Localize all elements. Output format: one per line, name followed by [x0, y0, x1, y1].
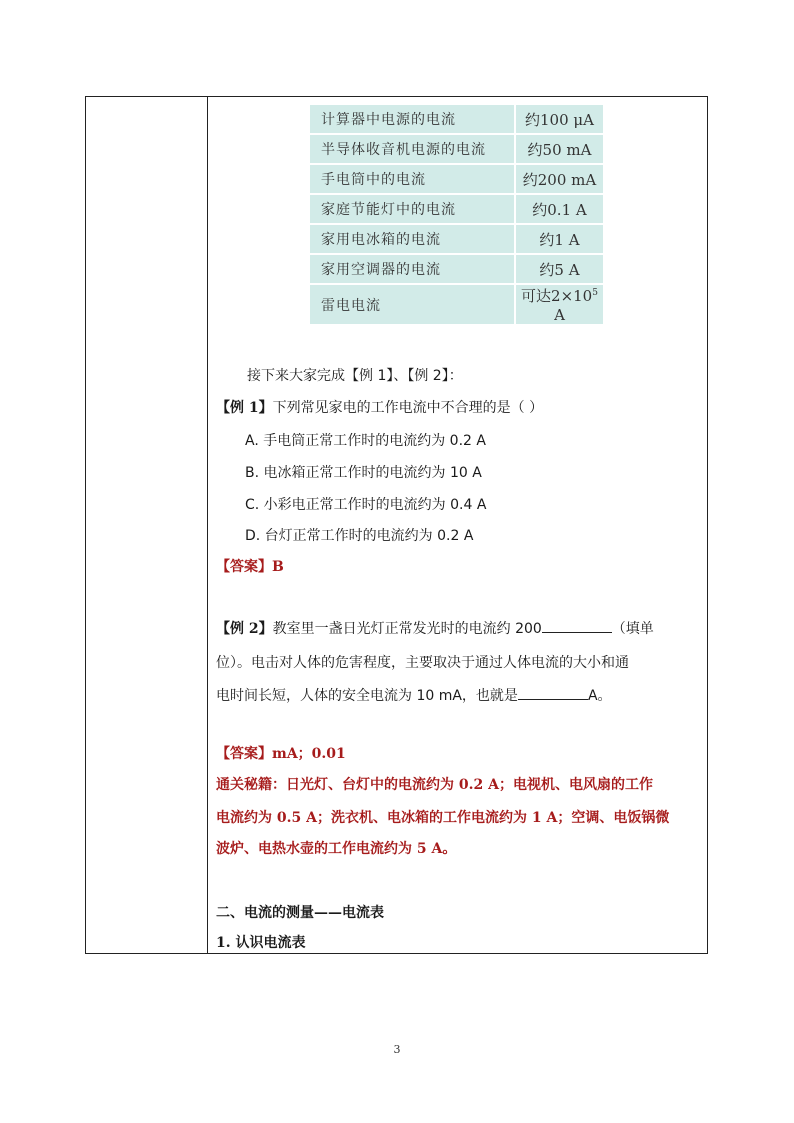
answer-blank-2	[518, 687, 588, 700]
subsection-title: 1. 认识电流表	[216, 935, 306, 951]
table-cell-value: 约200 mA	[516, 165, 603, 195]
answer-label: 【答案】	[216, 559, 272, 575]
table-row	[310, 255, 603, 285]
intro-text: 接下来大家完成【例 1】、【例 2】：	[247, 368, 463, 384]
table-row	[310, 285, 603, 326]
example1-option-d: D. 台灯正常工作时的电流约为 0.2 A	[245, 528, 474, 544]
example1-answer	[216, 556, 284, 576]
table-cell-value: 约0.1 A	[516, 195, 603, 225]
table-row	[310, 165, 603, 195]
answer-value: B	[272, 559, 284, 575]
example1-text: 下列常见家电的工作电流中不合理的是（ ）	[272, 400, 544, 416]
tips-line-3: 波炉、电热水壶的工作电流约为 5 A。	[216, 841, 457, 857]
table-cell-name: 半导体收音机电源的电流	[310, 135, 516, 165]
example2-text-c: 电时间长短，人体的安全电流为 10 mA，也就是	[216, 688, 518, 704]
table-row	[310, 225, 603, 255]
table-cell-value: 约5 A	[516, 255, 603, 285]
tips-line-1: 通关秘籍：日光灯、台灯中的电流约为 0.2 A；电视机、电风扇的工作	[216, 777, 653, 793]
tips-line-2: 电流约为 0.5 A；洗衣机、电冰箱的工作电流约为 1 A；空调、电饭锅微	[216, 810, 670, 826]
example2-text-d: A。	[587, 688, 612, 704]
table-cell-value: 可达$2\times 10^5$ A	[516, 285, 603, 326]
example1-option-c: C. 小彩电正常工作时的电流约为 0.4 A	[245, 497, 487, 513]
example2-text-b: （填单	[611, 621, 654, 637]
example2-line2: 位）。电击对人体的危害程度，主要取决于通过人体电流的大小和通	[216, 655, 629, 671]
table-cell-value: 约100 μA	[516, 105, 603, 135]
example2-text-a: 教室里一盏日光灯正常发光时的电流约 200	[272, 621, 542, 637]
table-cell-value: 约1 A	[516, 225, 603, 255]
answer-value: mA；0.01	[272, 746, 346, 762]
table-row	[310, 195, 603, 225]
table-cell-name: 家用空调器的电流	[310, 255, 516, 285]
table-cell-name: 计算器中电源的电流	[310, 105, 516, 135]
table-cell-name: 雷电电流	[310, 285, 516, 326]
answer-blank-1	[542, 620, 612, 633]
table-row	[310, 105, 603, 135]
table-cell-value: 约50 mA	[516, 135, 603, 165]
example1-option-a: A. 手电筒正常工作时的电流约为 0.2 A	[245, 433, 486, 449]
table-cell-name: 家庭节能灯中的电流	[310, 195, 516, 225]
example1-label: 【例 1】	[216, 400, 273, 416]
lesson-table	[85, 96, 708, 954]
table-cell-name: 手电筒中的电流	[310, 165, 516, 195]
section-title: 二、电流的测量——电流表	[216, 905, 384, 921]
example2-line3	[216, 685, 612, 705]
answer-label: 【答案】	[216, 746, 272, 762]
table-row	[310, 135, 603, 165]
example1-option-b: B. 电冰箱正常工作时的电流约为 10 A	[245, 465, 482, 481]
example2-line1	[216, 618, 654, 638]
page-number: 3	[393, 1043, 401, 1056]
example1-question	[216, 397, 543, 417]
table-cell-name: 家用电冰箱的电流	[310, 225, 516, 255]
example2-label: 【例 2】	[216, 621, 273, 637]
example2-answer	[216, 743, 346, 763]
content-cell	[208, 97, 707, 953]
current-reference-table	[310, 105, 603, 326]
